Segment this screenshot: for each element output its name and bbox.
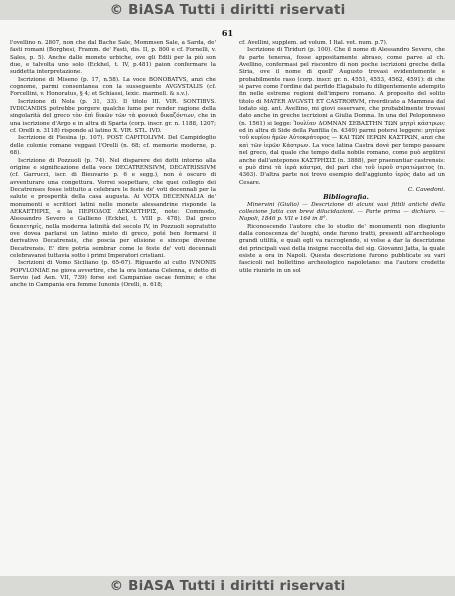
left-column [10, 40, 216, 290]
author-signature: C. Cavedoni. [407, 186, 445, 193]
page-number: 61 [221, 28, 234, 38]
left-paragraph-2: Iscrizione di Miseno (p. 17, n.58). La voce BONOBATVS, anzi che cognome, parmi consentanea con la susseguente AVGVSTALIS (cf. Forcellini, v. Honoratus, § 4; et Schiassi, lexic. marmell. & s.v.). [10, 76, 216, 98]
watermark-banner-top: © BiASA Tutti i diritti riservati [0, 0, 455, 20]
right-paragraph-1: cf. Avellini, supplem. ad volum. I Ital. vet. num. p.7). [239, 40, 388, 46]
review-paragraph: Riconoscendo l'autore che lo studio de' monumenti non disgiunto dalla conoscenza de' luoghi, onde furono tratti, presenti all'archeologo grandi utilità, e quali egli va raccoglendo, si volse a dar la descrizione dei principali vasi della insigne raccolta del sig. Giovanni Jatta, la quale esiste a ora in Napoli. Questa descrizione furono pubblicate su vari fascicoli nel bollettino archeologico napoletano: ma l'autore credette utile riunirle in un sol [239, 223, 445, 274]
right-paragraph-2: Iscrizione di Tiriduri (p. 100). Che il nome di Alessandro Severo, che fu parte tenerea, fosse appositamente abraso, come parve al ch. Avellino, confermasi pel riscontro di non poche iscrizioni greche della Siria, ove il nome di quell' Augusto trovasi evidentemente e probabilmente raso (corp. inscr. gr. n. 4551, 4553, 4562, 4591): di che si parve come l'ordine dal perfido Elagabalo fu diligentemente adempito fin nelle estreme regioni dell'impero romano. A proposito del solito titolo di MATER AVGVSTI ET CASTRORVM, riverdicato a Mammea dal lodato sig. ant. Avellino, mi giovi osservare, che probabilmente trovasi dato anche in greche iscrizioni a Giulia Domna. In una del Peloponneso (n. 1561) si legge: Ἰουλίαν ΔΟΜΝΑΝ ΣΕΒΑΣΤΗΝ ΤΩΝ μητρὶ κάστρων; ed in altra di Side della Panfilia (n. 4349) parmi potersi leggere: μητέρα τοῦ κυρίου ἡμῶν Αὐτοκράτορος — ΚΑΙ ΤΩΝ ΙΕΡΩΝ ΚΑΣΤΡΩΝ, anzi che καὶ τῶν ἱερῶν Κάστρων. La voce latina Castra dové per tempo passare nel greco, dal quale che tempo della nobile romano, come può argüirsi anche dall'anteponos ΚΑΣΤΡΗΣΙΣ (n. 3888), per praenuntiar castrensis: e può dirsi τὰ ἱερὰ κάστρα, del pari che τοῦ ἱεροῦ στρατώματος (n. 4363). D'altra parte noi trovo esempio dell'aggiunto ἱερὸς dato ad un Cesare. [239, 47, 445, 186]
left-paragraph-4: Iscrizione di Fiesina (p. 107). POST CAPITOLIVM. Del Campidoglio delle colonie romane veggasi l'Orelli (n. 68; cf. memorie moderne, p. 68). [10, 135, 216, 157]
right-column [239, 40, 445, 275]
watermark-banner-bottom: © BiASA Tutti i diritti riservati [0, 576, 455, 596]
bibliography-entry: Minervini (Giulio) — Descrizione di alcuni vasi fittili antichi della collezione Jatta con brevi dilucidazioni. — Parte prima — dichiaro. — Napoli, 1846 p. VII e 164 in 8°. [239, 201, 445, 223]
left-paragraph-3: Iscrizione di Nola (p. 31, 33). Il titolo III. VIR. SONTIBVS. IVDICANDIS potrebbe porgere qualche lume per render ragione della singolarità del greco τὸν ἐπὶ δικῶν τῶν τὰ φονικὰ δικαζόντων, che in una iscrizione d'Argo e in altra di Sparta (corp. inscr. gr. n. 1188, 1207; cf. Orelli n. 3118) risponde al latino X. VIR. STL. IVD. [10, 98, 216, 135]
left-paragraph-6: Iscrizioni di Vomo Siciliano (p. 65-67). Riguardo al culto IVNONIS POPVLONIAE ne giova avvertire, che la ora lontana Celenna, e detto di Servio (ad Aen. VII, 739) forse est Campaniae oscae femine; e che anche in Campania era femme Iunonis (Orelli, n. 618; [10, 260, 216, 289]
bibliography-heading: Bibliografia. [323, 193, 369, 202]
left-paragraph-1: l'ovellino n. 2807, non che dal Bache Sale, Mommsen Sale, a Sarda, de' fasti romani (Borghesi, Framm. de' Fasti, dis. II, p. 800 e cf. Fornelli, v. Sales, p. 5). Anche dalle monete urbiche, ove gli Edili per la più son due, e talvolta uno solo (Eckhel, t. IV, p.481) paion confermare la suddetta interpretazione. [10, 40, 216, 76]
left-paragraph-5: Iscrizione di Pozzuoli (p. 74). Nel disparere dei dotti intorno alla origine e significazione della voce DECATRENSIVM, DECATRISSIVM (cf. Garrucci, iscr. di Bieuvario p. 6 e segg.), non è oscuro di avventurare una congettura. Vorrei sospettare, che quei collegio dei Decatrenses fosse istituito a celebrare le feste de' voti decennali per la salute e prosperità della casa augusta. Ai VOTA DECENNALIA de' monumenti e scrittori latini nelle monete alessandrine risponde la ΔΕΚΑΕΤΗΡΙΣ, e la ΠΕΡΙΟΔΟΣ ΔΕΚΑΕΤΗΡΙΣ, note: Commodo, Alessandro Severo e Gallieno (Eckhel, t. VIII p. 478). Dal greco δεκαετηρίς, nella moderna latinità del secolo IV, in Pozzuoli sopratutto ove dovea parlarsi un latino misto di greco, poté ben formarsi il derivativo Decatrensis, che poscia per elisione e sincope divenne Decatrensis. E' dire potria sembrar come le feste de' voti decennali celebravansi tuttavia sotto i primi Imperatori cristiani. [10, 157, 216, 259]
